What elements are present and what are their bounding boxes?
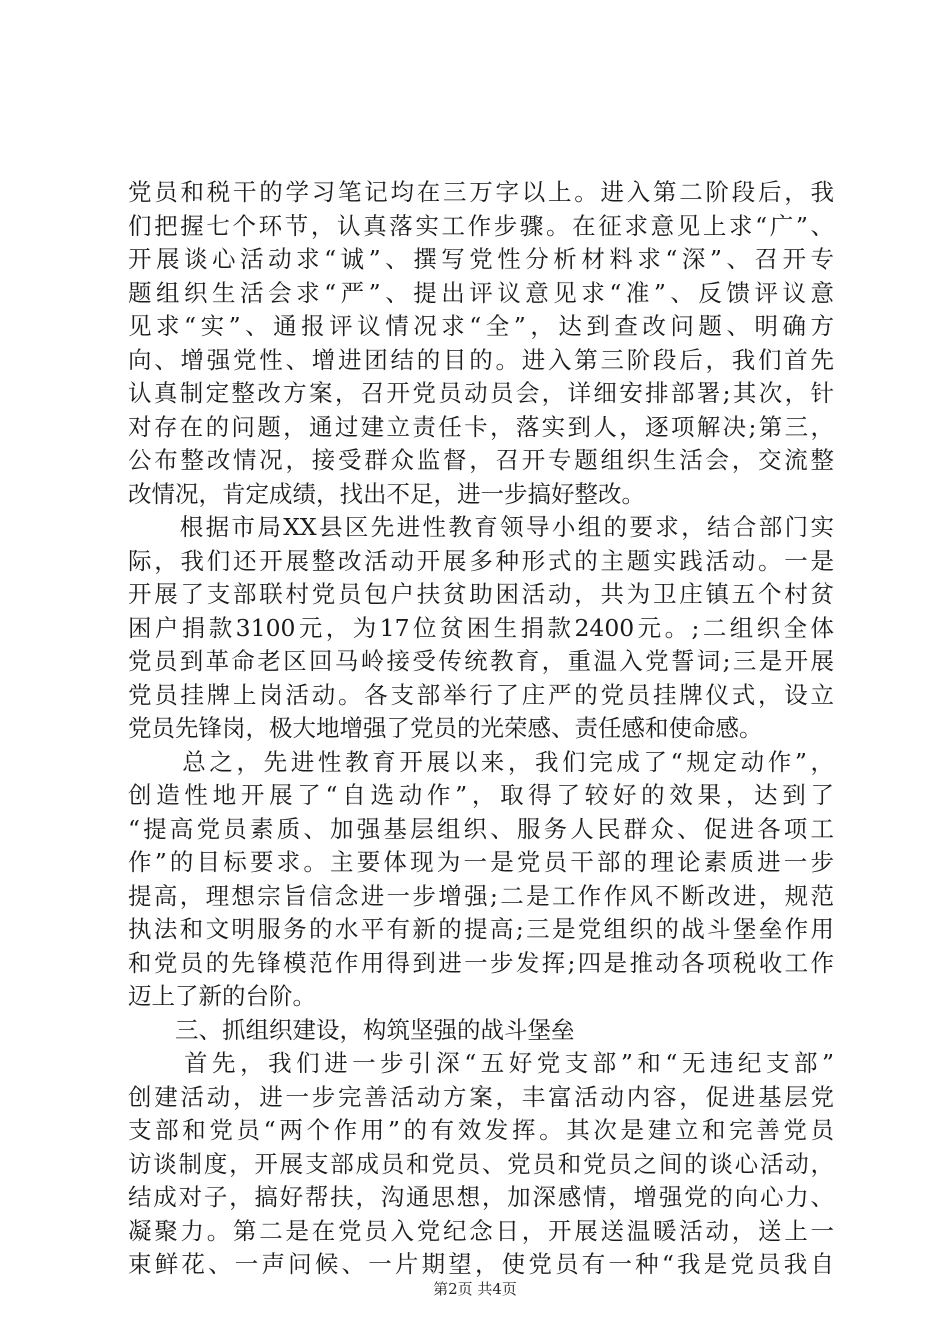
- text-line: 执法和文明服务的水平有新的提高;三是党组织的战斗堡垒作用: [128, 915, 834, 943]
- text-line: 际，我们还开展整改活动开展多种形式的主题实践活动。一是: [128, 546, 834, 575]
- text-line: 总之，先进性教育开展以来，我们完成了“规定动作”，: [128, 747, 834, 776]
- text-line: 们把握七个环节，认真落实工作步骤。在征求意见上求“广”、: [128, 211, 834, 240]
- body-text: [128, 176, 834, 1282]
- text-line: 向、增强党性、增进团结的目的。进入第三阶段后，我们首先: [128, 345, 834, 374]
- text-line: 开展了支部联村党员包户扶贫助困活动，共为卫庄镇五个村贫: [128, 580, 834, 608]
- text-line: 迈上了新的台阶。: [128, 982, 316, 1010]
- text-line: 开展谈心活动求“诚”、撰写党性分析材料求“深”、召开专: [128, 245, 834, 273]
- text-line: 支部和党员“两个作用”的有效发挥。其次是建立和完善党员: [128, 1116, 834, 1144]
- text-line: 访谈制度，开展支部成员和党员、党员和党员之间的谈心活动，: [128, 1149, 834, 1178]
- text-line: 公布整改情况，接受群众监督，召开专题组织生活会，交流整: [128, 446, 834, 474]
- text-line: 结成对子，搞好帮扶，沟通思想，加深感情，增强党的向心力、: [128, 1183, 834, 1211]
- text-line: 改情况，肯定成绩，找出不足，进一步搞好整改。: [128, 479, 645, 508]
- text-line: 困户捐款3100元，为17位贫困生捐款2400元。;二组织全体: [128, 613, 834, 642]
- text-line: 提高，理想宗旨信念进一步增强;二是工作作风不断改进，规范: [128, 881, 834, 910]
- text-line: 党员到革命老区回马岭接受传统教育，重温入党誓词;三是开展: [128, 647, 834, 675]
- text-line: 党员先锋岗，极大地增强了党员的光荣感、责任感和使命感。: [128, 714, 763, 742]
- text-line: 认真制定整改方案，召开党员动员会，详细安排部署;其次，针: [128, 379, 834, 407]
- text-line: 创造性地开展了“自选动作”，取得了较好的效果，达到了: [128, 781, 834, 809]
- text-line: “提高党员素质、加强基层组织、服务人民群众、促进各项工: [128, 814, 834, 843]
- text-line: 党员挂牌上岗活动。各支部举行了庄严的党员挂牌仪式，设立: [128, 680, 834, 709]
- text-line: 首先，我们进一步引深“五好党支部”和“无违纪支部”: [128, 1049, 834, 1077]
- text-line: 对存在的问题，通过建立责任卡，落实到人，逐项解决;第三，: [128, 412, 834, 441]
- text-line: 党员和税干的学习笔记均在三万字以上。进入第二阶段后，我: [128, 178, 834, 206]
- text-line: 三、抓组织建设，构筑坚强的战斗堡垒: [128, 1015, 575, 1044]
- text-line: 创建活动，进一步完善活动方案，丰富活动内容，促进基层党: [128, 1082, 834, 1111]
- text-line: 束鲜花、一声问候、一片期望，使党员有一种“我是党员我自: [128, 1250, 834, 1278]
- text-line: 根据市局XX县区先进性教育领导小组的要求，结合部门实: [128, 513, 834, 541]
- text-line: 作”的目标要求。主要体现为一是党员干部的理论素质进一步: [128, 848, 834, 876]
- text-line: 凝聚力。第二是在党员入党纪念日，开展送温暖活动，送上一: [128, 1216, 834, 1245]
- text-line: 见求“实”、通报评议情况求“全”，达到查改问题、明确方: [128, 312, 834, 340]
- page-footer: 第2页 共4页: [433, 1280, 517, 1298]
- text-line: 题组织生活会求“严”、提出评议意见求“准”、反馈评议意: [128, 278, 834, 307]
- text-line: 和党员的先锋模范作用得到进一步发挥;四是推动各项税收工作: [128, 948, 834, 977]
